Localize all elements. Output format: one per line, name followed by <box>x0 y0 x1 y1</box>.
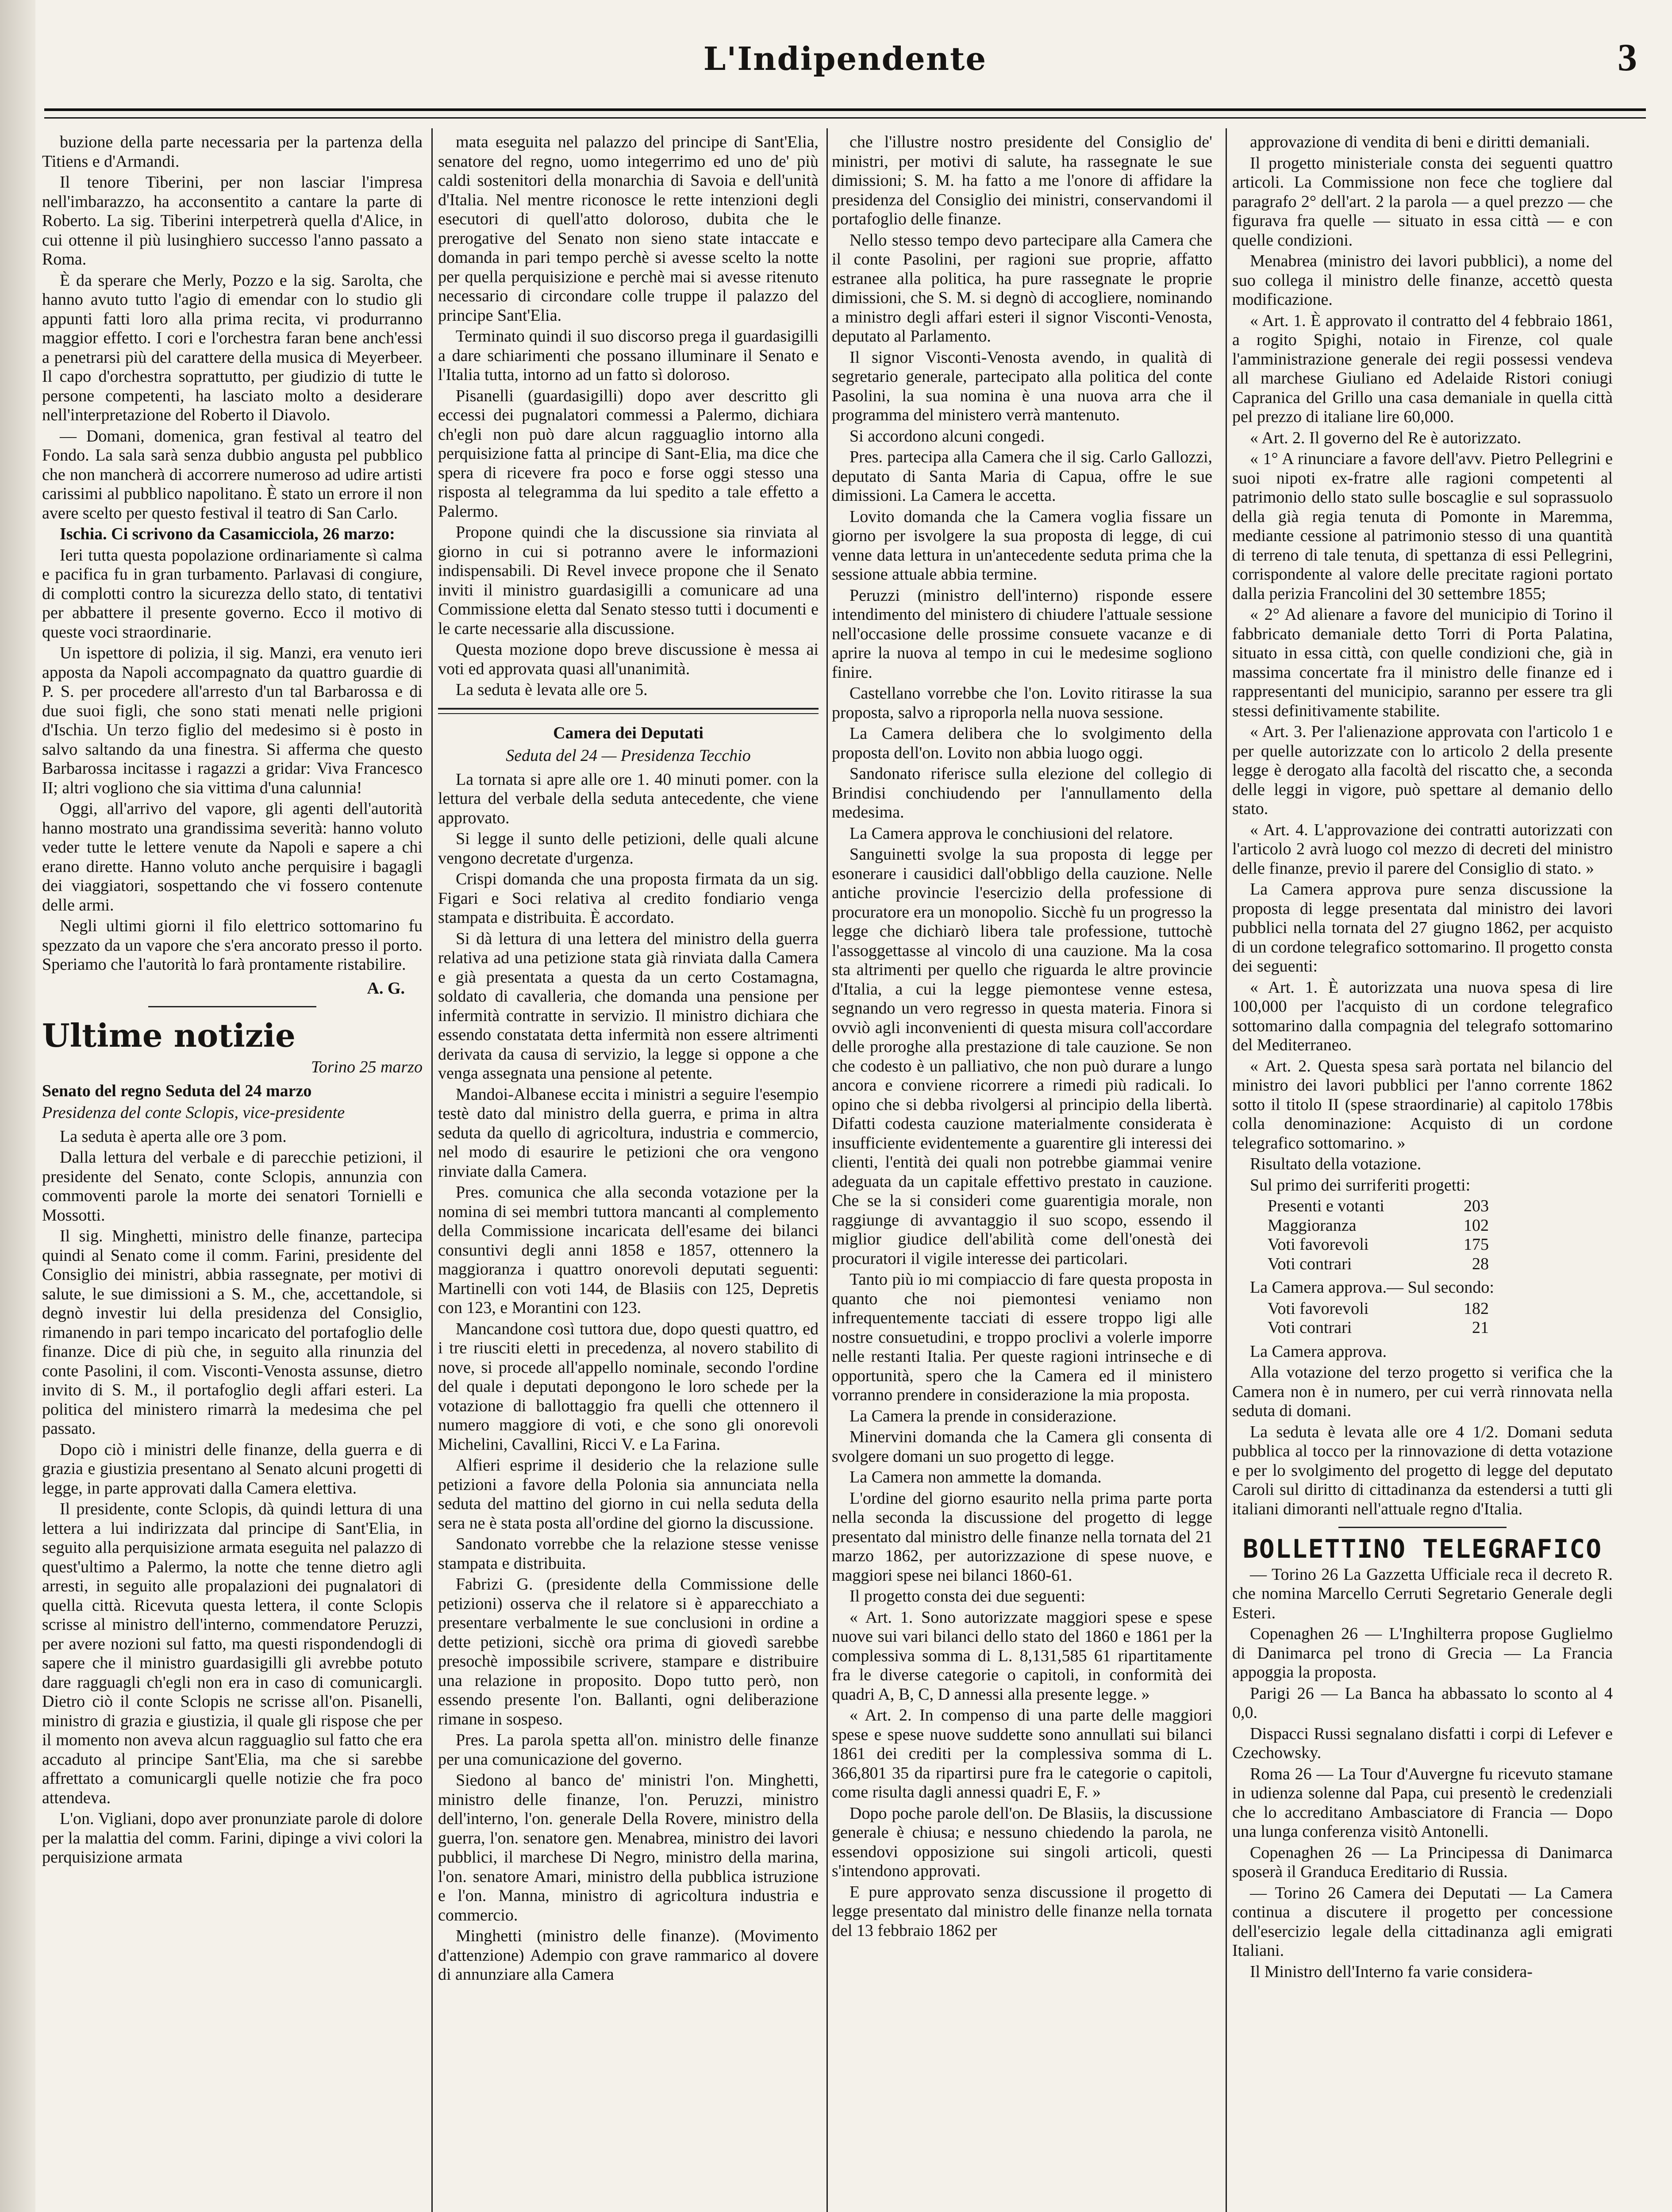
paragraph: Il sig. Minghetti, ministro delle finanze, partecipa quindi al Senato come il comm. Farini, presidente del Consiglio dei ministri, abbia rassegnate, per motivi di salute, le sue dimissioni a S. M., che, accettandole, si degnò investir lui della presidenza del Consiglio, rimanendo in pari tempo incaricato del portafoglio delle finanze. Dice di più che, in seguito alla rinunzia del conte Pasolini, il com. Visconti-Venosta assunse, dietro invito di S. M., il portafoglio degli affari esteri. La politica del ministero rimarrà la medesima che pel passato. <box>42 1227 423 1438</box>
senato-presidency: Presidenza del conte Sclopis, vice-presidente <box>42 1103 345 1122</box>
vote-subtitle: Sul primo dei surriferiti progetti: <box>1250 1175 1471 1194</box>
camera-heading: Camera dei Deputati <box>553 723 703 742</box>
vote-intro: La Camera approva.— Sul secondo: <box>1250 1278 1494 1297</box>
column-4 <box>1232 133 1613 2212</box>
vote-label: Presenti e votanti <box>1268 1197 1384 1215</box>
paragraph: Il tenore Tiberini, per non lasciar l'impresa nell'imbarazzo, ha acconsentito a cantare la parte di Roberto. La sig. Tiberini interpetrerà quella d'Alice, in cui ottenne il più lusinghiero successo l'anno passato a Roma. <box>42 173 423 269</box>
masthead-rule <box>44 108 1646 119</box>
paragraph: mata eseguita nel palazzo del principe di Sant'Elia, senatore del regno, uomo integerrimo ed uno de' più caldi sostenitori della monarchia di Savoia e dell'unità d'Italia. Nel mentre riconosce le rette intenzioni degli esecutori di quell'atto doloroso, dubita che le prerogative del Senato non sieno state intaccate e domanda in pari tempo perchè si avesse scelto la notte per quella perquisizione e perchè mai si avesse ritenuto necessario di circondare colle truppe il palazzo del principe Sant'Elia. <box>438 133 819 325</box>
divider <box>438 708 819 714</box>
paragraph: Il progetto ministeriale consta dei seguenti quattro articoli. La Commissione non fece che togliere dal paragrafo 2° dell'art. 2 la parola — a quel prezzo — che figurava fra quelle — situato in essa città — e con quelle condizioni. <box>1232 154 1613 250</box>
paragraph: Castellano vorrebbe che l'on. Lovito ritirasse la sua proposta, salvo a riproporla nella nuova sessione. <box>832 684 1212 722</box>
paragraph: Un ispettore di polizia, il sig. Manzi, era venuto ieri apposta da Napoli accompagnato da quattro guardie di P. S. per procedere all'arresto d'un tal Barbarossa e di due suoi figli, che sono stati menati nelle prigioni d'Ischia. Un terzo figlio del medesimo si è posto in salvo saltando da una finestra. Si afferma che questo Barbarossa incitasse i ragazzi a gridar: Viva Francesco II; altri vogliono che sia vittima d'una calunnia! <box>42 644 423 797</box>
bulletin-title: BOLLETTINO TELEGRAFICO <box>1242 1534 1603 1564</box>
paragraph: La Camera non ammette la domanda. <box>849 1468 1102 1486</box>
paragraph: Propone quindi che la discussione sia rinviata al giorno in cui si potranno avere le informazioni indispensabili. Di Revel invece propone che il Senato inviti il ministro guardasigilli a comunicare ad una Commissione eletta dal Senato stesso tutti i documenti e le carte necessarie alla discussione. <box>438 523 819 638</box>
vote-label: Voti contrari <box>1268 1318 1352 1337</box>
section-title: Ultime notizie <box>42 1017 296 1054</box>
vote-value: 21 <box>1472 1318 1489 1337</box>
column-rule <box>826 128 828 2212</box>
column-rule <box>1226 128 1227 2212</box>
paragraph: « Art. 2. Questa spesa sarà portata nel bilancio del ministro dei lavori pubblici per l'anno corrente 1862 sotto il titolo II (spese straordinarie) al capitolo 178bis colla denominazione: Acquisto di un cordone telegrafico sottomarino. » <box>1232 1056 1613 1152</box>
paragraph: È da sperare che Merly, Pozzo e la sig. Sarolta, che hanno avuto tutto l'agio di emendar con lo studio gli appunti fatti loro alla prima recita, vi produrranno maggior effetto. I cori e l'orchestra faran bene anch'essi a penetrarsi più del carattere della musica di Meyerbeer. Il capo d'orchestra soprattutto, per giudizio di tutte le persone competenti, ha lasciato molto a desiderare nell'interpretazione del Roberto il Diavolo. <box>42 271 423 424</box>
paragraph: « 1° A rinunciare a favore dell'avv. Pietro Pellegrini e suoi nipoti ex-fratre alle ragioni competenti al patrimonio dello stato sulle boscaglie e sul soprassuolo della già regia tenuta di Pomonte in Maremma, mediante cessione al patrimonio stesso di una quantità di terreno di tale tenuta, di spettanza di essi Pellegrini, corrispondente al valore delle precitate ragioni portato dalla perizia Francolini del 30 settembre 1855; <box>1232 449 1613 603</box>
paragraph: « Art. 1. Sono autorizzate maggiori spese e spese nuove sui vari bilanci dello stato del 1860 e 1861 per la complessiva somma di L. 8,131,585 61 ripartitamente fra le diverse categorie o capitoli, in conformità dei quadri A, B, C, D annessi alla presente legge. » <box>832 1608 1212 1704</box>
paragraph: Si dà lettura di una lettera del ministro della guerra relativa ad una petizione stata già rinviata dalla Camera e già presentata a questa da un certo Costamagna, soldato di cavalleria, che domanda una pensione per infermità contratte in servizio. Il ministro dichiara che essendo constatata detta infermità non essere altrimenti derivata da causa di servizio, la legge si oppone a che venga assegnata una pensione al petente. <box>438 929 819 1083</box>
telegram: Il Ministro dell'Interno fa varie considera- <box>1250 1962 1533 1981</box>
paragraph: Il signor Visconti-Venosta avendo, in qualità di segretario generale, partecipato alla politica del conte Pasolini, la sua nomina è una nuova arra che il programma del ministero verrà mantenuto. <box>832 348 1212 424</box>
paragraph: Il presidente, conte Sclopis, dà quindi lettura di una lettera a lui indirizzata dal principe di Sant'Elia, in seguito alla perquisizione armata eseguita nel palazzo di quest'ultimo a Palermo, la notte che tenne dietro agli arresti, in seguito alle propalazioni dei pugnalatori di quella città. Ricevuta questa lettera, il conte Sclopis scrisse al ministro dell'interno, commendatore Peruzzi, per avere nozioni sul fatto, ma questi rispondendogli di sapere che il ministro guardasigilli gli avrebbe potuto dare ragguagli ch'egli non era in caso di comunicargli. Dietro ciò il conte Sclopis ne scrisse all'on. Pisanelli, ministro di grazia e giustizia, il quale gli rispose che per il momento non aveva alcun ragguaglio sul fatto che era accaduto al principe Sant'Elia, ma che si sarebbe affrettato a comunicargli quelle notizie che fra poco attendeva. <box>42 1500 423 1807</box>
paragraph: « 2° Ad alienare a favore del municipio di Torino il fabbricato demaniale detto Torri di Porta Palatina, situato in essa città, con quelle condizioni che, già in massima concertate fra il ministro delle finanze ed i rappresentanti del municipio, saranno per essere tra gli stessi definitivamente stabilite. <box>1232 605 1613 720</box>
paragraph: La Camera approva pure senza discussione la proposta di legge presentata dal ministro dei lavori pubblici nella tornata del 27 giugno 1862, per acquisto di un cordone telegrafico sottomarino. Il progetto consta dei seguenti: <box>1232 880 1613 975</box>
paragraph: Nello stesso tempo devo partecipare alla Camera che il conte Pasolini, per ragioni sue proprie, affatto estranee alla politica, ha pure rassegnate le proprie dimissioni, che S. M. si degnò di accogliere, nominando a ministro degli affari esteri il signor Visconti-Venosta, deputato al Parlamento. <box>832 230 1212 346</box>
vote-label: Voti favorevoli <box>1268 1235 1369 1254</box>
paragraph: Alla votazione del terzo progetto si verifica che la Camera non è in numero, per cui verrà rinnovata nella seduta di domani. <box>1232 1363 1613 1420</box>
paragraph: Pres. partecipa alla Camera che il sig. Carlo Gallozzi, deputato di Santa Maria di Capua, offre le sue dimissioni. La Camera le accetta. <box>832 448 1212 505</box>
paragraph: Pisanelli (guardasigilli) dopo aver descritto gli eccessi dei pugnalatori commessi a Palermo, dichiara ch'egli non può dare alcun ragguaglio intorno alla perquisizione fatta al principe di Sant-Elia, ma dice che spera di ricevere fra poco e forse oggi stesso una risposta al telegramma da lui spedito a tale effetto a Palermo. <box>438 386 819 521</box>
paragraph: Crispi domanda che una proposta firmata da un sig. Figari e Soci relativa al credito fondiario venga stampata e distribuita. È accordato. <box>438 870 819 927</box>
vote-label: Maggioranza <box>1268 1216 1357 1235</box>
paragraph: Pres. La parola spetta all'on. ministro delle finanze per una comunicazione del governo. <box>438 1731 819 1769</box>
column-2 <box>438 133 819 2212</box>
paragraph: Minervini domanda che la Camera gli consenta di svolgere domani un suo progetto di legge. <box>832 1428 1212 1466</box>
column-3 <box>832 133 1212 2212</box>
paragraph: Minghetti (ministro delle finanze). (Movimento d'attenzione) Adempio con grave rammarico al dovere di annunziare alla Camera <box>438 1927 819 1984</box>
paragraph: Sandonato vorrebbe che la relazione stesse venisse stampata e distribuita. <box>438 1535 819 1573</box>
paragraph: Siedono al banco de' ministri l'on. Minghetti, ministro delle finanze, l'on. Peruzzi, ministro dell'interno, l'on. generale Della Rovere, ministro della guerra, l'on. senatore gen. Menabrea, ministro dei lavori pubblici, il marchese Di Negro, ministro della marina, l'on. senatore Amari, ministro della pubblica istruzione e l'on. Manna, ministro di agricoltura industria e commercio. <box>438 1771 819 1924</box>
camera-subheading: Seduta del 24 — Presidenza Tecchio <box>506 746 751 765</box>
vote-row <box>1268 1255 1489 1274</box>
paragraph: Questa mozione dopo breve discussione è messa ai voti ed approvata quasi all'unanimità. <box>438 640 819 678</box>
column-rule <box>431 128 433 2212</box>
paragraph: Tanto più io mi compiaccio di fare questa proposta in quanto che noi piemontesi veniamo non infrequentemente tacciati di essere troppo ligi alle nostre consuetudini, e troppo proclivi a volerle imporre nelle restanti Italia. Per queste ragioni intrinseche e di opportunità, spero che la Camera ed il ministero vorranno prendere in considerazione la mia proposta. <box>832 1270 1212 1404</box>
paragraph: Si legge il sunto delle petizioni, delle quali alcune vengono decretate d'urgenza. <box>438 830 819 868</box>
vote-row <box>1268 1216 1489 1236</box>
signature: A. G. <box>367 979 405 998</box>
page-edge-shadow <box>0 0 35 2212</box>
paragraph: La seduta è aperta alle ore 3 pom. <box>60 1127 287 1146</box>
paragraph: — Domani, domenica, gran festival al teatro del Fondo. La sala sarà senza dubbio angusta pel pubblico che non mancherà di accorrere numeroso ad udire artisti carissimi al pubblico napolitano. È stato un errore il non avere scelto per questo festival il teatro di San Carlo. <box>42 426 423 522</box>
vote-row <box>1268 1235 1489 1255</box>
paragraph: Negli ultimi giorni il filo elettrico sottomarino fu spezzato da un vapore che s'era ancorato presso il porto. Speriamo che l'autorità lo farà prontamente ristabilire. <box>42 917 423 974</box>
paragraph: « Art. 1. È autorizzata una nuova spesa di lire 100,000 per l'acquisto di un cordone telegrafico sottomarino dalla compagnia del telegrafo sottomarino del Mediterraneo. <box>1232 978 1613 1054</box>
paragraph: Alfieri esprime il desiderio che la relazione sulle petizioni a favore della Polonia sia annunciata nella seduta del mattino del giorno in cui nella seduta della sera ne è stata posta all'ordine del giorno la discussione. <box>438 1456 819 1532</box>
paragraph: Fabrizi G. (presidente della Commissione delle petizioni) osserva che il relatore si è apparecchiato a presentare verbalmente le sue conclusioni in ordine a dette petizioni, sicchè ora prima di giovedì sarebbe presochè impossibile scrivere, stampare e distribuire una relazione in proposito. Dopo tutto però, non essendo presente l'on. Ballanti, ogni deliberazione rimane in sospeso. <box>438 1575 819 1728</box>
paragraph: Dalla lettura del verbale e di parecchie petizioni, il presidente del Senato, conte Sclopis, annunzia con commoventi parole la morte dei senatori Tornielli e Mossotti. <box>42 1148 423 1225</box>
vote-label: Voti contrari <box>1268 1254 1352 1273</box>
page-number: 3 <box>1618 36 1637 79</box>
paragraph: approvazione di vendita di beni e diritti demaniali. <box>1250 133 1590 151</box>
paragraph: Sandonato riferisce sulla elezione del collegio di Brindisi conchiudendo per l'annullamento della medesima. <box>832 764 1212 822</box>
paragraph: che l'illustre nostro presidente del Consiglio de' ministri, per motivi di salute, ha rassegnate le sue dimissioni; S. M. ha fatto a me l'onore di affidare la presidenza del Consiglio dei ministri, conservandomi il portafoglio delle finanze. <box>832 133 1212 228</box>
paragraph: La Camera delibera che lo svolgimento della proposta dell'on. Lovito non abbia luogo oggi. <box>832 724 1212 762</box>
paragraph: Oggi, all'arrivo del vapore, gli agenti dell'autorità hanno mostrato una grandissima severità: hanno voluto veder tutte le lettere venute da Napoli e sapere a chi erano dirette. Hanno voluto anche perquisire i bagagli dei viaggiatori, sospettando che vi fossero contenute delle armi. <box>42 799 423 914</box>
telegram: — Torino 26 Camera dei Deputati — La Camera continua a discutere il progetto per concessione dell'esercizio legale della cittadinanza agli emigrati Italiani. <box>1232 1883 1613 1960</box>
paragraph: Si accordono alcuni congedi. <box>849 426 1045 445</box>
vote-row <box>1268 1299 1489 1319</box>
vote-row <box>1268 1318 1489 1338</box>
paragraph: Mandoi-Albanese eccita i ministri a seguire l'esempio testè dato dal ministro della guerra, e prima in altra seduta da quello di agricoltura, industria e commercio, nel modo di esaurire le petizioni che ora vengono rinviate dalla Camera. <box>438 1085 819 1181</box>
vote-value: 28 <box>1472 1254 1489 1273</box>
paragraph: « Art. 4. L'approvazione dei contratti autorizzati con l'articolo 2 avrà luogo col mezzo di decreti del ministro delle finanze, previo il parere del Consiglio di stato. » <box>1232 820 1613 878</box>
vote-value: 175 <box>1464 1235 1489 1254</box>
divider <box>1338 1527 1507 1528</box>
paragraph: Sanguinetti svolge la sua proposta di legge per esonerare i causidici dall'obbligo della cauzione. Nelle antiche provincie l'esercizio della professione di procuratore era un monopolio. Sicchè fu un progresso la legge che dichiarò libera tale professione, tuttochè l'assoggettasse al vincolo di una cauzione. Ma la cosa sta altrimenti per quello che riguarda le altre provincie d'Italia, a cui la legge piemontese venne estesa, segnando un vero regresso in questa materia. Finora si ovviò agli inconvenienti di questa misura coll'accordare delle proroghe alla prestazione di tale cauzione. Se non che codesto è un palliativo, che non può durare a lungo ancora e conviene ricorrere a rimedi più radicali. Io opino che si debba rivolgersi al principio della libertà. Difatti codesta cauzione materialmente considerata è insufficiente evidentemente a guarentire gli interessi dei clienti, l'entità dei quali non potrebbe giammai venire adeguata da un capitale effettivo prestato in cauzione. Che se la si consideri come guarentigia morale, non raggiunge di avvantaggio il suo scopo, essendo il miglior giudice dell'abilità come dell'onestà dei procuratori il vigile interesse dei particolari. <box>832 845 1212 1268</box>
paragraph: Dopo poche parole dell'on. De Blasiis, la discussione generale è chiusa; e nessuno chiedendo la parola, ne essendovi opposizione sui singoli articoli, questi s'intendono approvati. <box>832 1804 1212 1880</box>
paragraph: La Camera la prende in considerazione. <box>849 1406 1117 1425</box>
paragraph: Dopo ciò i ministri delle finanze, della guerra e di grazia e giustizia presentano al Senato alcuni progetti di legge, in parte approvati dalla Camera elettiva. <box>42 1440 423 1498</box>
paragraph: « Art. 2. In compenso di una parte delle maggiori spese e spese nuove suddette sono annullati sui bilanci 1861 dei crediti per la complessiva somma di L. 366,801 35 da ripartirsi pure fra le categorie o capitoli, come risulta dagli annessi quadri E, F. » <box>832 1706 1212 1801</box>
paragraph: La seduta è levata alle ore 4 1/2. Domani seduta pubblica al tocco per la rinnovazione di detta votazione e per lo svolgimento del progetto di legge del deputato Caroli sul diritto di cittadinanza da estendersi a tutti gli italiani dimoranti nell'attuale regno d'Italia. <box>1232 1422 1613 1518</box>
telegram: Parigi 26 — La Banca ha abbassato lo sconto al 4 0,0. <box>1232 1684 1613 1722</box>
telegram: Copenaghen 26 — La Principessa di Danimarca sposerà il Granduca Ereditario di Russia. <box>1232 1843 1613 1881</box>
paragraph: Mancandone così tuttora due, dopo questi quattro, ed i tre riusciti eletti in precedenza, al novero stabilito di nove, si procede all'appello nominale, secondo l'ordine del quale i deputati depongono le loro schede per la votazione di ballottaggio fra quelli che ottennero il numero maggiore di voti, e che sono gli onorevoli Michelini, Cavallini, Ricci V. e La Farina. <box>438 1319 819 1454</box>
paragraph: Peruzzi (ministro dell'interno) risponde essere intendimento del ministero di chiudere l'attuale sessione nell'occasione delle prossime consuete vacanze e di aprire la nuova al tempo in cui le medesime sogliono finire. <box>832 586 1212 682</box>
divider <box>148 1006 316 1007</box>
vote-value: 203 <box>1464 1197 1489 1215</box>
paragraph: Menabrea (ministro dei lavori pubblici), a nome del suo collega il ministro delle finanze, accettò questa modificazione. <box>1232 252 1613 309</box>
paragraph: La Camera approva. <box>1250 1342 1387 1361</box>
paragraph: L'ordine del giorno esaurito nella prima parte porta nella seconda la discussione del progetto di legge presentato dal ministro delle finanze nella tornata del 21 marzo 1862, per autorizzazione di spese nuove, e maggiori spese nei bilanci 1860-61. <box>832 1489 1212 1585</box>
paragraph: E pure approvato senza discussione il progetto di legge presentato dal ministro delle finanze nella tornata del 13 febbraio 1862 per <box>832 1882 1212 1940</box>
paragraph: « Art. 2. Il governo del Re è autorizzato. <box>1250 428 1522 447</box>
dateline: Torino 25 marzo <box>311 1058 423 1076</box>
masthead <box>44 31 1646 106</box>
ischia-lead: Ischia. Ci scrivono da Casamicciola, 26 marzo: <box>60 525 395 543</box>
vote-table-2 <box>1268 1299 1613 1338</box>
column-1 <box>42 133 423 2212</box>
telegram: Roma 26 — La Tour d'Auvergne fu ricevuto stamane in udienza solenne dal Papa, cui presentò le credenziali che lo accreditano Ambasciatore di Francia — Dopo una lunga conferenza visitò Antonelli. <box>1232 1764 1613 1841</box>
newspaper-title: L'Indipendente <box>703 40 987 77</box>
paragraph: Ieri tutta questa popolazione ordinariamente sì calma e pacifica fu in gran turbamento. Parlavasi di congiure, di complotti contro la sicurezza dello stato, di tentativi per abbattere il presente governo. Ecco il motivo di queste voci straordinarie. <box>42 545 423 641</box>
paragraph: Terminato quindi il suo discorso prega il guardasigilli a dare schiarimenti che possano illuminare il Senato e l'Italia tutta, intorno ad un fatto sì doloroso. <box>438 327 819 384</box>
paragraph: Lovito domanda che la Camera voglia fissare un giorno per isvolgere la sua proposta di legge, di cui venne data lettura in un'antecedente seduta prima che la sessione attuale abbia termine. <box>832 507 1212 584</box>
vote-title: Risultato della votazione. <box>1250 1155 1422 1173</box>
vote-value: 102 <box>1464 1216 1489 1235</box>
vote-label: Voti favorevoli <box>1268 1299 1369 1318</box>
telegram: — Torino 26 La Gazzetta Ufficiale reca il decreto R. che nomina Marcello Cerruti Segretario Generale degli Esteri. <box>1232 1565 1613 1622</box>
paragraph: La seduta è levata alle ore 5. <box>456 680 648 699</box>
telegram: Copenaghen 26 — L'Inghilterra propose Guglielmo di Danimarca pel trono di Grecia — La Francia appoggia la proposta. <box>1232 1624 1613 1682</box>
vote-row <box>1268 1197 1489 1216</box>
vote-value: 182 <box>1464 1299 1489 1318</box>
paragraph: « Art. 3. Per l'alienazione approvata con l'articolo 1 e per quelle autorizzate con lo articolo 2 della presente legge è derogato alla facoltà del riscatto che, a seconda delle leggi in vigore, può spettare al demanio dello stato. <box>1232 722 1613 818</box>
paragraph: Pres. comunica che alla seconda votazione per la nomina di sei membri tuttora mancanti al complemento della Commissione incaricata dell'esame dei bilanci consuntivi degli anni 1858 e 1857, ottennero la maggioranza i quattro onorevoli deputati seguenti: Martinelli con voti 144, de Blasiis con 125, Depretis con 123, e Morantini con 123. <box>438 1183 819 1317</box>
paragraph: La Camera approva le conchiusioni del relatore. <box>849 824 1173 843</box>
paragraph: L'on. Vigliani, dopo aver pronunziate parole di dolore per la malattia del comm. Farini, dipinge a vivi colori la perquisizione armata <box>42 1809 423 1866</box>
vote-table-1 <box>1268 1197 1613 1274</box>
senato-heading: Senato del regno Seduta del 24 marzo <box>42 1081 312 1100</box>
paragraph: « Art. 1. È approvato il contratto del 4 febbraio 1861, a rogito Spighi, notaio in Firenze, col quale l'amministrazione generale dei regii possessi vendeva all marchese Giuliano ed Adelaide Ristori coniugi Capranica del Grillo una casa demaniale in quella città pel prezzo di italiane lire 60,000. <box>1232 311 1613 426</box>
telegram: Dispacci Russi segnalano disfatti i corpi di Lefever e Czechowsky. <box>1232 1724 1613 1762</box>
paragraph: Il progetto consta dei due seguenti: <box>849 1587 1085 1605</box>
paragraph: La tornata si apre alle ore 1. 40 minuti pomer. con la lettura del verbale della seduta antecedente, che viene approvato. <box>438 770 819 827</box>
paragraph: buzione della parte necessaria per la partenza della Titiens e d'Armandi. <box>42 133 423 171</box>
